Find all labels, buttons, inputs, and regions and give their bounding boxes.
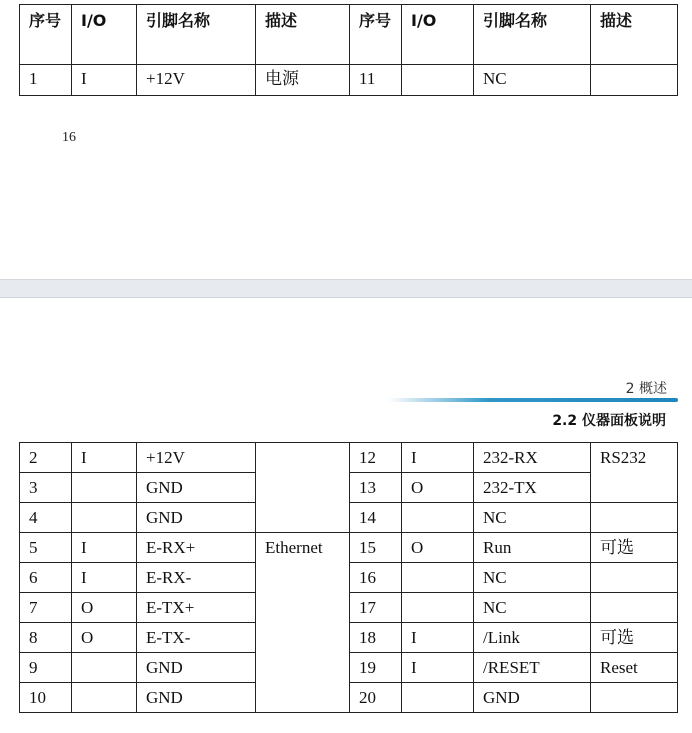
header-cell: 描述 xyxy=(256,5,350,65)
table-cell: E-TX- xyxy=(137,623,256,653)
table-cell: 18 xyxy=(350,623,402,653)
table-cell xyxy=(591,683,678,713)
table-cell: NC xyxy=(474,65,591,96)
table-cell: I xyxy=(72,443,137,473)
table-cell: I xyxy=(402,653,474,683)
table-cell: +12V xyxy=(137,443,256,473)
table-cell xyxy=(402,65,474,96)
table-cell xyxy=(591,563,678,593)
table-cell xyxy=(72,653,137,683)
header-cell: I/O xyxy=(72,5,137,65)
table-row xyxy=(20,533,678,563)
table-cell xyxy=(591,593,678,623)
pin-table-bottom xyxy=(19,442,678,713)
empty-desc-cell xyxy=(256,443,350,533)
table-cell: I xyxy=(72,533,137,563)
table-cell: E-RX+ xyxy=(137,533,256,563)
chapter-header: 2 概述 xyxy=(625,381,667,397)
table-cell: NC xyxy=(474,593,591,623)
table-cell: /Link xyxy=(474,623,591,653)
table-cell: E-RX- xyxy=(137,563,256,593)
table-row xyxy=(20,443,678,473)
table-cell xyxy=(402,563,474,593)
table-cell: 4 xyxy=(20,503,72,533)
table-cell: 17 xyxy=(350,593,402,623)
header-cell: I/O xyxy=(402,5,474,65)
table-cell: /RESET xyxy=(474,653,591,683)
table-cell: 电源 xyxy=(256,65,350,96)
table-cell xyxy=(591,65,678,96)
table-cell: NC xyxy=(474,563,591,593)
table-cell: 可选 xyxy=(591,623,678,653)
table-header-row xyxy=(20,5,678,65)
section-title: 2.2 仪器面板说明 xyxy=(552,413,666,429)
table-cell: 3 xyxy=(20,473,72,503)
table-cell: I xyxy=(402,623,474,653)
header-cell: 描述 xyxy=(591,5,678,65)
table-cell: 232-RX xyxy=(474,443,591,473)
table-cell: 15 xyxy=(350,533,402,563)
table-cell: 16 xyxy=(350,563,402,593)
table-cell: 11 xyxy=(350,65,402,96)
table-cell xyxy=(72,503,137,533)
table-cell: GND xyxy=(474,683,591,713)
table-cell xyxy=(72,683,137,713)
header-cell: 序号 xyxy=(350,5,402,65)
header-cell: 引脚名称 xyxy=(137,5,256,65)
table-cell: O xyxy=(402,473,474,503)
page-number: 16 xyxy=(62,130,76,145)
table-cell: 19 xyxy=(350,653,402,683)
table-cell: GND xyxy=(137,683,256,713)
page-separator xyxy=(0,279,692,298)
table-cell xyxy=(591,503,678,533)
table-cell xyxy=(402,683,474,713)
table-cell: 6 xyxy=(20,563,72,593)
table-cell: 20 xyxy=(350,683,402,713)
table-cell: 14 xyxy=(350,503,402,533)
header-rule xyxy=(388,398,678,402)
pin-table-top xyxy=(19,4,678,96)
header-cell: 引脚名称 xyxy=(474,5,591,65)
table-cell xyxy=(72,473,137,503)
table-cell: GND xyxy=(137,503,256,533)
table-cell: 5 xyxy=(20,533,72,563)
table-cell: Reset xyxy=(591,653,678,683)
table-cell: O xyxy=(72,593,137,623)
table-cell: 9 xyxy=(20,653,72,683)
table-row xyxy=(20,65,678,96)
table-cell: GND xyxy=(137,653,256,683)
table-cell xyxy=(402,503,474,533)
rs232-desc-cell: RS232 xyxy=(591,443,678,503)
table-cell: I xyxy=(402,443,474,473)
table-cell: O xyxy=(72,623,137,653)
header-cell: 序号 xyxy=(20,5,72,65)
table-cell: +12V xyxy=(137,65,256,96)
table-cell: 10 xyxy=(20,683,72,713)
table-cell: 7 xyxy=(20,593,72,623)
table-cell: 8 xyxy=(20,623,72,653)
table-cell: 12 xyxy=(350,443,402,473)
table-cell: E-TX+ xyxy=(137,593,256,623)
table-cell: NC xyxy=(474,503,591,533)
table-cell: 13 xyxy=(350,473,402,503)
table-cell: I xyxy=(72,563,137,593)
ethernet-desc-cell: Ethernet xyxy=(256,533,350,713)
table-cell: O xyxy=(402,533,474,563)
table-cell: 1 xyxy=(20,65,72,96)
table-cell: 232-TX xyxy=(474,473,591,503)
table-cell: 2 xyxy=(20,443,72,473)
table-cell: GND xyxy=(137,473,256,503)
table-cell: 可选 xyxy=(591,533,678,563)
table-cell: Run xyxy=(474,533,591,563)
table-cell: I xyxy=(72,65,137,96)
table-cell xyxy=(402,593,474,623)
